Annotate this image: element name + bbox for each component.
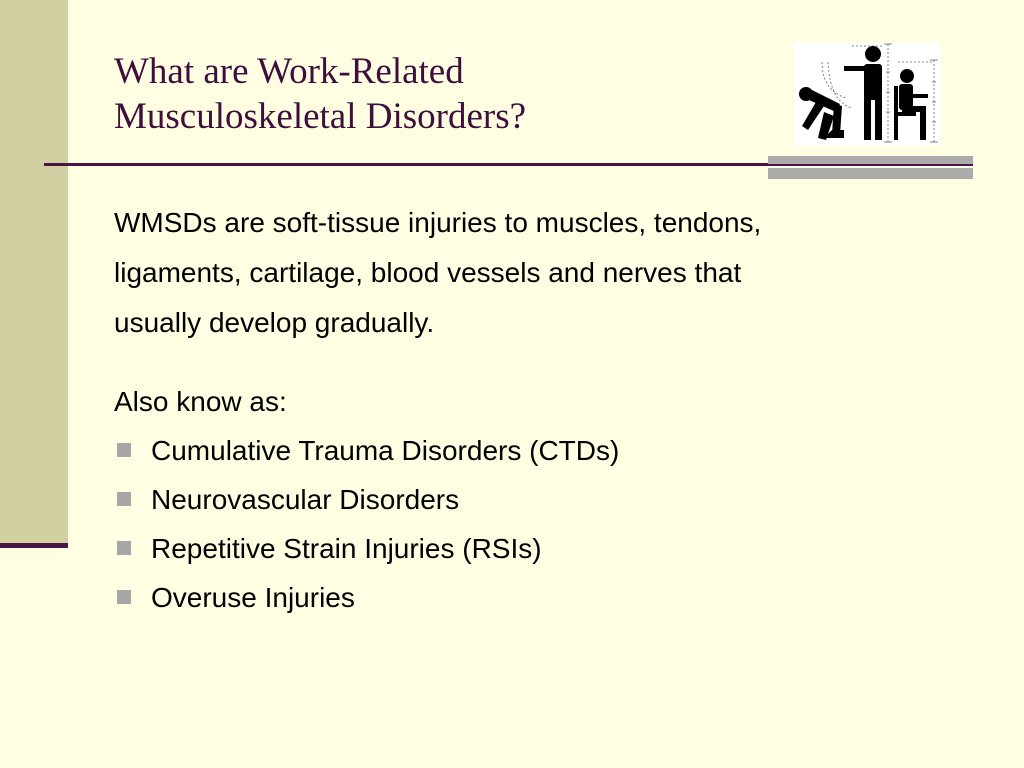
bullet-text: Neurovascular Disorders: [151, 484, 460, 515]
square-bullet-icon: [117, 492, 131, 506]
definition-line-3: usually develop gradually.: [114, 307, 435, 338]
decorative-gray-bar-top: [768, 156, 973, 164]
bullet-text: Repetitive Strain Injuries (RSIs): [151, 533, 542, 564]
slide-body: [114, 198, 954, 622]
ergonomics-figures-svg: [794, 42, 940, 146]
list-item: [114, 426, 954, 475]
decorative-gray-bar-bottom: [768, 168, 973, 179]
definition-line-2: ligaments, cartilage, blood vessels and nerves that: [114, 257, 742, 288]
bullet-text: Overuse Injuries: [151, 582, 355, 613]
alias-bullet-list: [114, 426, 954, 622]
bullet-text: Cumulative Trauma Disorders (CTDs): [151, 435, 620, 466]
list-item: [114, 524, 954, 573]
title-line-2: Musculoskeletal Disorders?: [114, 96, 527, 137]
ergonomics-figures-icon: [794, 42, 940, 146]
square-bullet-icon: [117, 590, 131, 604]
list-item: [114, 573, 954, 622]
left-accent-rule: [0, 543, 68, 548]
slide-title: [114, 49, 754, 139]
list-item: [114, 475, 954, 524]
left-decorative-band: [0, 0, 68, 544]
definition-line-1: WMSDs are soft-tissue injuries to muscles, tendons,: [114, 207, 762, 238]
definition-paragraph: [114, 198, 954, 348]
title-line-1: What are Work-Related: [114, 51, 464, 92]
square-bullet-icon: [117, 443, 131, 457]
square-bullet-icon: [117, 541, 131, 555]
also-known-as-label: Also know as:: [114, 386, 287, 417]
